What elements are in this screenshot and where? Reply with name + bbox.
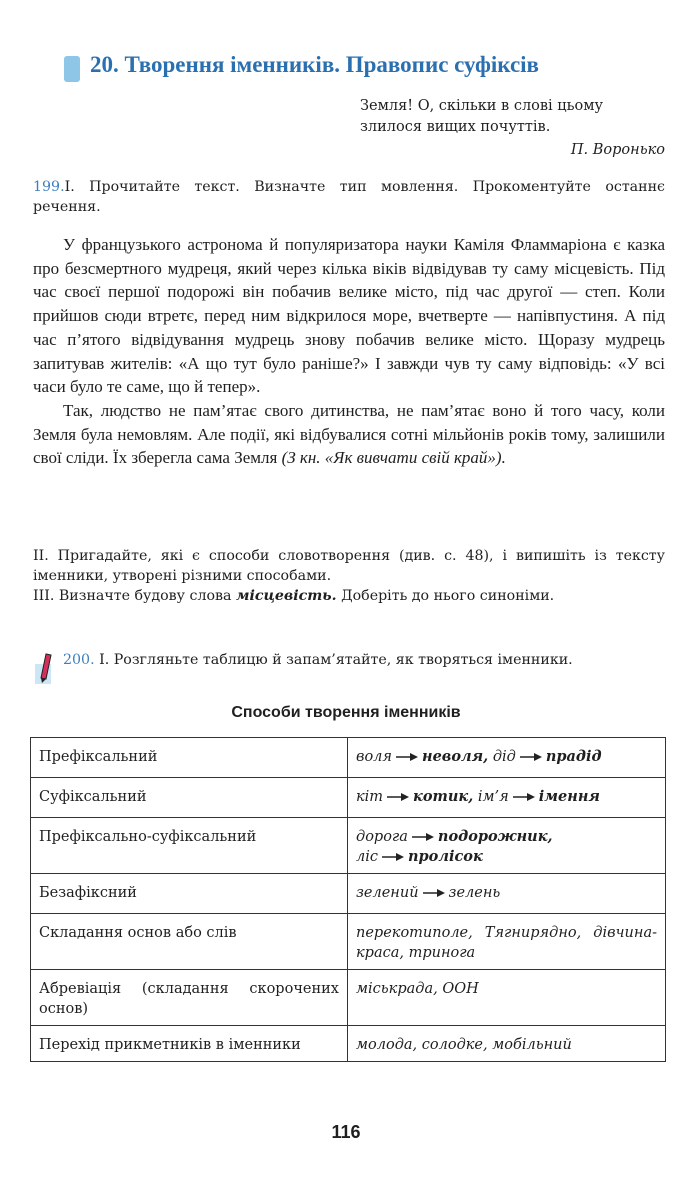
task-text-content: І. Розгляньте таблицю й запам’ятайте, як творяться іменники. bbox=[99, 652, 573, 668]
arrow-right-icon bbox=[519, 752, 543, 762]
task-text: ІІ. Пригадайте, які є способи словотворення (див. с. 48), і випишіть із тексту іменники, утворені різними способами. bbox=[33, 548, 665, 584]
reading-text bbox=[33, 233, 665, 470]
example-cell: перекотиполе, Тягнирядно, дівчина-краса, тринога bbox=[348, 914, 666, 970]
arrow-right-icon bbox=[386, 792, 410, 802]
arrow-right-icon bbox=[411, 832, 435, 842]
task-text-part: Доберіть до нього синоніми. bbox=[336, 588, 555, 604]
method-cell: Суфіксальний bbox=[31, 778, 348, 818]
arrow-right-icon bbox=[422, 888, 446, 898]
section-mark-icon bbox=[64, 56, 80, 82]
arrow-right-icon bbox=[512, 792, 536, 802]
highlighted-word: місцевість. bbox=[235, 588, 337, 604]
word-formation-table bbox=[30, 737, 666, 1062]
example-cell: зелений зелень bbox=[348, 874, 666, 914]
source-citation: (З кн. «Як вивчати свій край»). bbox=[281, 448, 506, 468]
table-row bbox=[31, 1026, 666, 1062]
task-text: І. Прочитайте текст. Визначте тип мовлення. Прокоментуйте останнє речення. bbox=[33, 179, 665, 215]
example-cell: кіт котик, ім’я імення bbox=[348, 778, 666, 818]
example-cell: міськрада, ООН bbox=[348, 970, 666, 1026]
section-title: 20. Творення іменників. Правопис суфіксів bbox=[90, 52, 539, 77]
table-title: Способи творення іменників bbox=[231, 704, 461, 721]
table-row bbox=[31, 778, 666, 818]
exercise-number: 199. bbox=[33, 179, 65, 195]
exercise-200 bbox=[33, 650, 665, 670]
method-cell: Префіксальний bbox=[31, 738, 348, 778]
pencil-icon bbox=[33, 650, 55, 684]
epigraph-author: П. Воронько bbox=[570, 142, 665, 158]
epigraph-line: Земля! О, скільки в слові цьому bbox=[360, 98, 604, 114]
arrow-right-icon bbox=[381, 852, 405, 862]
table-row bbox=[31, 970, 666, 1026]
table-row bbox=[31, 914, 666, 970]
method-cell: Абревіація (складання скорочених основ) bbox=[31, 970, 348, 1026]
epigraph-line: злилося вищих почуттів. bbox=[360, 119, 551, 135]
example-cell: воля неволя, дід прадід bbox=[348, 738, 666, 778]
example-cell: молода, солодке, мобільний bbox=[348, 1026, 666, 1062]
paragraph-text: Так, людство не пам’ятає свого дитинства, не пам’ятає воно й того часу, коли Земля була немовлям. Але події, які відбувалися сотні мільйонів років тому, залишили свої сліди. Їх зберегла сама Земля bbox=[33, 400, 665, 468]
exercise-199-tasks bbox=[33, 546, 665, 606]
method-cell: Перехід прикметників в іменники bbox=[31, 1026, 348, 1062]
task-text-part: ІІІ. Визначте будову слова bbox=[33, 588, 236, 604]
table-row bbox=[31, 818, 666, 874]
paragraph: У французького астронома й популяризатора науки Каміля Фламмаріона є казка про безсмертного мудреця, який через кілька віків відвідував ту саму місцевість. Під час своєї першої подорожі він побачив велике місто, під час другої — степ. Коли прийшов сюди втретє, перед ним відкрилося море, вчетверте — напівпустиня. А під час п’ятого відвідування мудрець знову побачив велике місто. Щоразу мудрець запитував жителів: «А що тут було раніше?» І завжди чув ту саму відповідь: «У всі часи було те саме, що й тепер». bbox=[33, 235, 665, 397]
task-text bbox=[63, 650, 665, 670]
epigraph bbox=[360, 96, 665, 161]
exercise-199-task bbox=[33, 177, 665, 217]
exercise-number: 200. bbox=[63, 652, 95, 668]
task-text bbox=[33, 586, 665, 606]
page-number: 116 bbox=[331, 1122, 361, 1142]
arrow-right-icon bbox=[395, 752, 419, 762]
table-row bbox=[31, 874, 666, 914]
method-cell: Безафіксний bbox=[31, 874, 348, 914]
method-cell: Складання основ або слів bbox=[31, 914, 348, 970]
section-heading bbox=[60, 52, 660, 86]
paragraph bbox=[33, 399, 665, 470]
table-row bbox=[31, 738, 666, 778]
example-cell: дорога подорожник, ліс пролісок bbox=[348, 818, 666, 874]
method-cell: Префіксально-суфіксальний bbox=[31, 818, 348, 874]
